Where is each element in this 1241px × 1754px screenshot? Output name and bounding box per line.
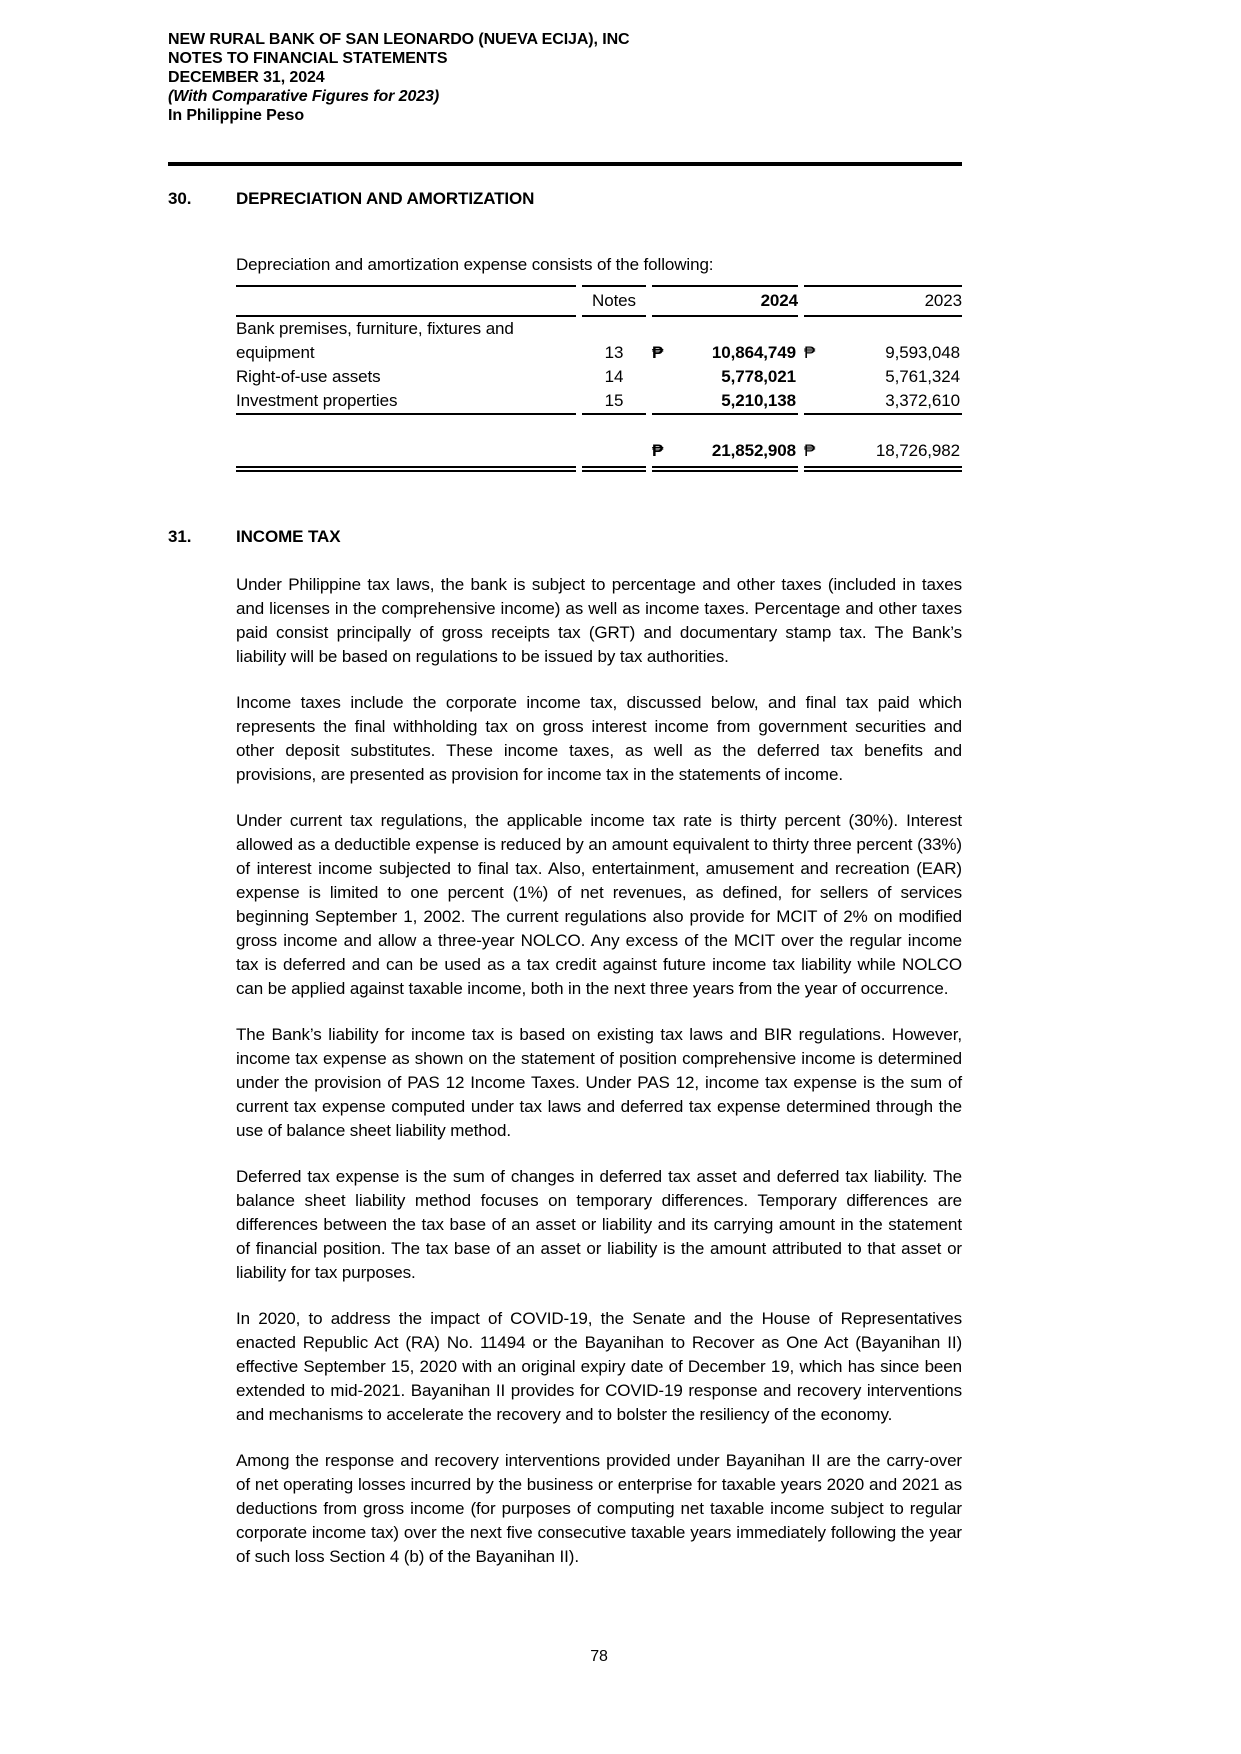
- amount-2023: 3,372,610: [804, 389, 962, 415]
- table-total-row: [236, 437, 962, 472]
- peso-sign: ₱: [804, 441, 816, 460]
- section-body: [236, 573, 962, 1569]
- amount-value: 9,593,048: [885, 343, 960, 362]
- section-title: INCOME TAX: [236, 527, 341, 546]
- paragraph-bank-liability: The Bank’s liability for income tax is based on existing tax laws and BIR regulations. However, income tax expense as shown on the statement of position comprehensive income is determined under the provision of PAS 12 Income Taxes. Under PAS 12, income tax expense is the sum of current tax expense computed under tax laws and deferred tax expense determined through the use of balance sheet liability method.: [236, 1025, 962, 1140]
- letterhead-comparative-note: (With Comparative Figures for 2023): [168, 88, 440, 105]
- paragraph-income-taxes: Income taxes include the corporate income tax, discussed below, and final tax paid which represents the final withholding tax on gross interest income from government securities and other deposit substitutes. These income taxes, as well as the deferred tax benefits and provisions, are presented as provision for income tax in the statements of income.: [236, 693, 962, 784]
- depreciation-table: [230, 285, 968, 472]
- amount-value: 21,852,908: [711, 441, 796, 460]
- table-header-2024: 2024: [652, 285, 798, 317]
- amount-2023: [804, 342, 962, 364]
- section-depreciation-amortization: [168, 188, 962, 472]
- table-spacer-row: [236, 415, 962, 437]
- amount-2024: 5,778,021: [721, 367, 796, 386]
- section-income-tax: [168, 526, 962, 1569]
- table-header-empty: [236, 285, 576, 317]
- header-divider: [168, 162, 962, 166]
- table-header-notes: Notes: [582, 285, 646, 317]
- row-label-line2: equipment: [236, 343, 315, 362]
- letterhead-bank-name: NEW RURAL BANK OF SAN LEONARDO (NUEVA ECIJA), INC: [168, 31, 630, 48]
- section-number: 31.: [168, 527, 192, 546]
- letterhead: [168, 30, 962, 125]
- row-note-ref: 13: [604, 343, 624, 362]
- page-number: 78: [590, 1648, 608, 1665]
- amount-value: 10,864,749: [711, 343, 796, 362]
- table-intro-text: Depreciation and amortization expense consists of the following:: [236, 255, 714, 274]
- section-body: [236, 253, 962, 472]
- table-row: [236, 341, 962, 365]
- total-amount-2023: [804, 440, 962, 462]
- amount-value: 18,726,982: [875, 441, 960, 460]
- peso-sign: ₱: [652, 343, 664, 362]
- table-header-row: [236, 285, 962, 317]
- table-row: [236, 365, 962, 389]
- section-title: DEPRECIATION AND AMORTIZATION: [236, 189, 535, 208]
- paragraph-covid-bayanihan: In 2020, to address the impact of COVID-19, the Senate and the House of Representatives enacted Republic Act (RA) No. 11494 or the Bayanihan to Recover as One Act (Bayanihan II) effective September 15, 2020 with an original expiry date of December 19, which has since been extended to mid-2021. Bayanihan II provides for COVID-19 response and recovery interventions and mechanisms to accelerate the recovery and to bolster the resiliency of the economy.: [236, 1309, 962, 1424]
- amount-2023: 5,761,324: [885, 367, 960, 386]
- section-number: 30.: [168, 189, 192, 208]
- letterhead-doc-title: NOTES TO FINANCIAL STATEMENTS: [168, 50, 448, 67]
- peso-sign: ₱: [804, 343, 816, 362]
- paragraph-bayanihan-interventions: Among the response and recovery interventions provided under Bayanihan II are the carry-over of net operating losses incurred by the business or enterprise for taxable years 2020 and 2021 as deductions from gross income (for purposes of computing net taxable income subject to regular corporate income tax) over the next five consecutive taxable years immediately following the year of such loss Section 4 (b) of the Bayanihan II).: [236, 1451, 962, 1566]
- paragraph-tax-laws: Under Philippine tax laws, the bank is subject to percentage and other taxes (included in taxes and licenses in the comprehensive income) as well as income taxes. Percentage and other taxes paid consist principally of gross receipts tax (GRT) and documentary stamp tax. The Bank’s liability will be based on regulations to be issued by tax authorities.: [236, 575, 962, 666]
- table-row: [236, 317, 962, 341]
- row-label: Investment properties: [236, 389, 576, 415]
- paragraph-deferred-tax: Deferred tax expense is the sum of changes in deferred tax asset and deferred tax liability. The balance sheet liability method focuses on temporary differences. Temporary differences are differences between the tax base of an asset or liability and its carrying amount in the statement of financial position. The tax base of an asset or liability is the amount attributed to that asset or liability for tax purposes.: [236, 1167, 962, 1282]
- table-header-2023: 2023: [804, 285, 962, 317]
- section-heading: [168, 188, 962, 209]
- total-amount-2024: [652, 440, 798, 462]
- peso-sign: ₱: [652, 441, 664, 460]
- letterhead-date: DECEMBER 31, 2024: [168, 69, 325, 86]
- amount-2024: [652, 342, 798, 364]
- row-note-ref: 14: [604, 367, 624, 386]
- table-row: [236, 389, 962, 415]
- paragraph-tax-regulations: Under current tax regulations, the applicable income tax rate is thirty percent (30%). Interest allowed as a deductible expense is reduced by an amount equivalent to thirty three percent (33%) of interest income subjected to final tax. Also, entertainment, amusement and recreation (EAR) expense is limited to one percent (1%) of net revenues, as defined, for sellers of services beginning September 1, 2002. The current regulations also provide for MCIT of 2% on modified gross income and allow a three-year NOLCO. Any excess of the MCIT over the regular income tax is deferred and can be used as a tax credit against future income tax liability while NOLCO can be applied against taxable income, both in the next three years from the year of occurrence.: [236, 811, 962, 998]
- letterhead-currency-note: In Philippine Peso: [168, 107, 304, 124]
- row-label: Right-of-use assets: [236, 367, 381, 386]
- row-label-line1: Bank premises, furniture, fixtures and: [236, 319, 514, 338]
- section-heading: [168, 526, 962, 547]
- amount-2024: 5,210,138: [652, 389, 798, 415]
- row-note-ref: 15: [582, 389, 646, 415]
